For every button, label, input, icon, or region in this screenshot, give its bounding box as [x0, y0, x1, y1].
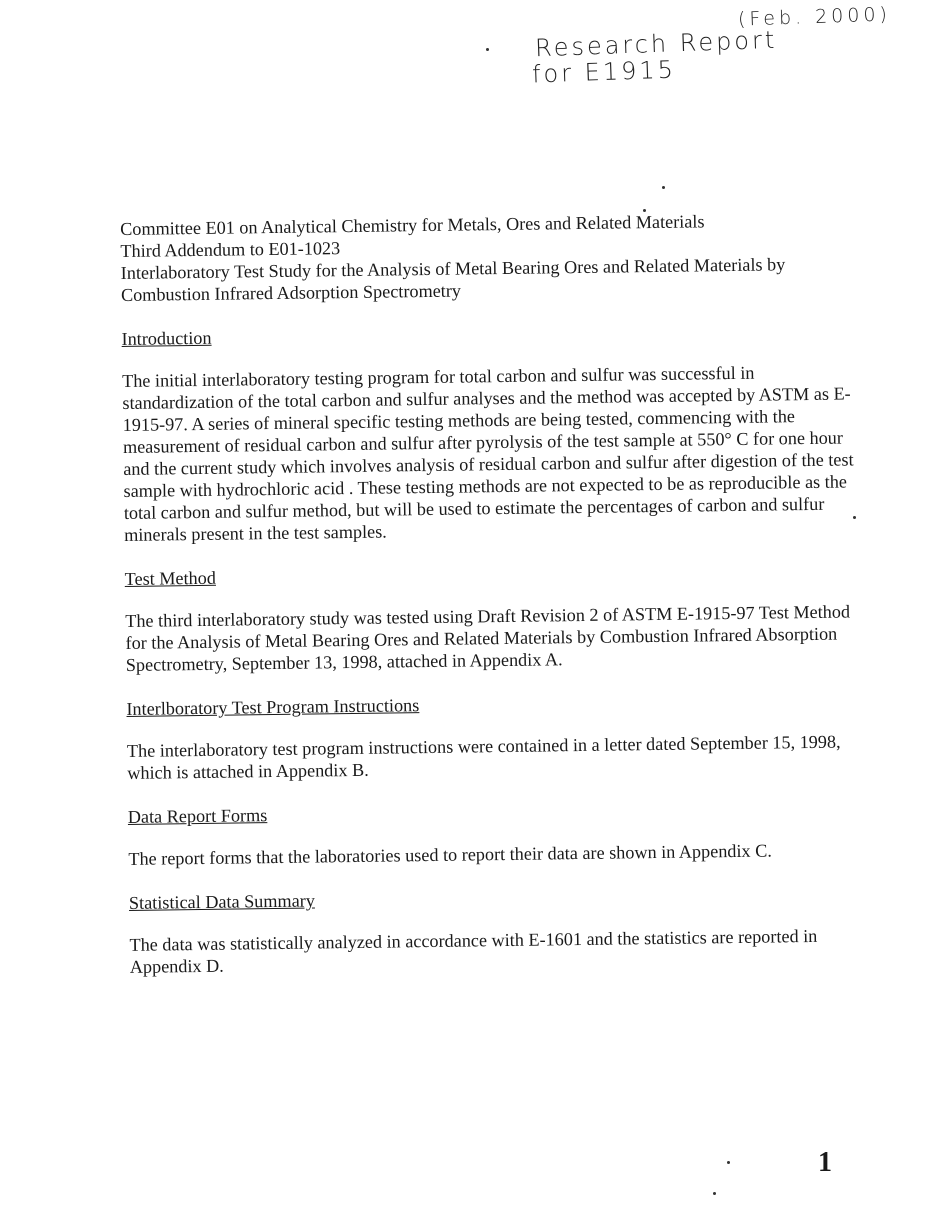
document-body: [120, 208, 870, 978]
section-statistical-summary: [129, 860, 870, 978]
page-number: 1: [818, 1147, 832, 1178]
section-heading: Introduction: [121, 327, 212, 349]
study-title-line1: Interlaboratory Test Study for the Analysis of Metal Bearing Ores and Related Materials by: [120, 254, 786, 283]
addendum-line: Third Addendum to E01-1023: [120, 238, 341, 261]
study-title-line2: Combustion Infrared Adsorption Spectrometry: [120, 280, 462, 305]
section-introduction: [121, 296, 864, 546]
scan-speck: [662, 186, 665, 189]
section-program-instructions: [126, 666, 867, 784]
section-paragraph: The data was statistically analyzed in accordance with E-1601 and the statistics are reported in Appendix D.: [129, 925, 818, 977]
section-paragraph: The interlaboratory test program instructions were contained in a letter dated September 15, 1998, which is attached in Appendix B.: [126, 731, 841, 783]
scan-speck: [727, 1161, 730, 1164]
section-test-method: [124, 536, 866, 676]
handwritten-title-line2: for E1915: [531, 55, 677, 89]
section-data-report-forms: [127, 774, 868, 870]
handwritten-date: (Feb. 2000): [737, 3, 892, 31]
committee-line: Committee E01 on Analytical Chemistry for Metals, Ores and Related Materials: [120, 211, 705, 239]
handwritten-title-line1: Research Report: [534, 25, 778, 63]
section-heading: Test Method: [124, 567, 217, 589]
section-paragraph: The third interlaboratory study was tested using Draft Revision 2 of ASTM E-1915-97 Test Method for the Analysis of Metal Bearing Ores and Related Materials by Combustion Infrared Absorption Spectrometry, September 13, 1998, attached in Appendix A.: [125, 601, 851, 675]
section-paragraph: The report forms that the laboratories used to report their data are shown in Appendix C.: [128, 840, 772, 869]
scan-speck: [713, 1192, 716, 1195]
scan-speck: [486, 48, 489, 51]
section-heading: Interlboratory Test Program Instructions: [126, 695, 420, 719]
document-header: [120, 208, 861, 306]
section-heading: Statistical Data Summary: [128, 890, 315, 913]
section-heading: Data Report Forms: [127, 805, 268, 827]
section-paragraph: The initial interlaboratory testing program for total carbon and sulfur was successful in standardization of the total carbon and sulfur analyses and the method was accepted by ASTM as E-1915-97. A series of mineral specific testing methods are being tested, commencing with the measurement of residual carbon and sulfur after pyrolysis of the test sample at 550° C for one hour and the current study which involves analysis of residual carbon and sulfur after digestion of the test sample with hydrochloric acid . These testing methods are not expected to be as reproducible as the total carbon and sulfur method, but will be used to estimate the percentages of carbon and sulfur minerals present in the test samples.: [122, 362, 854, 545]
